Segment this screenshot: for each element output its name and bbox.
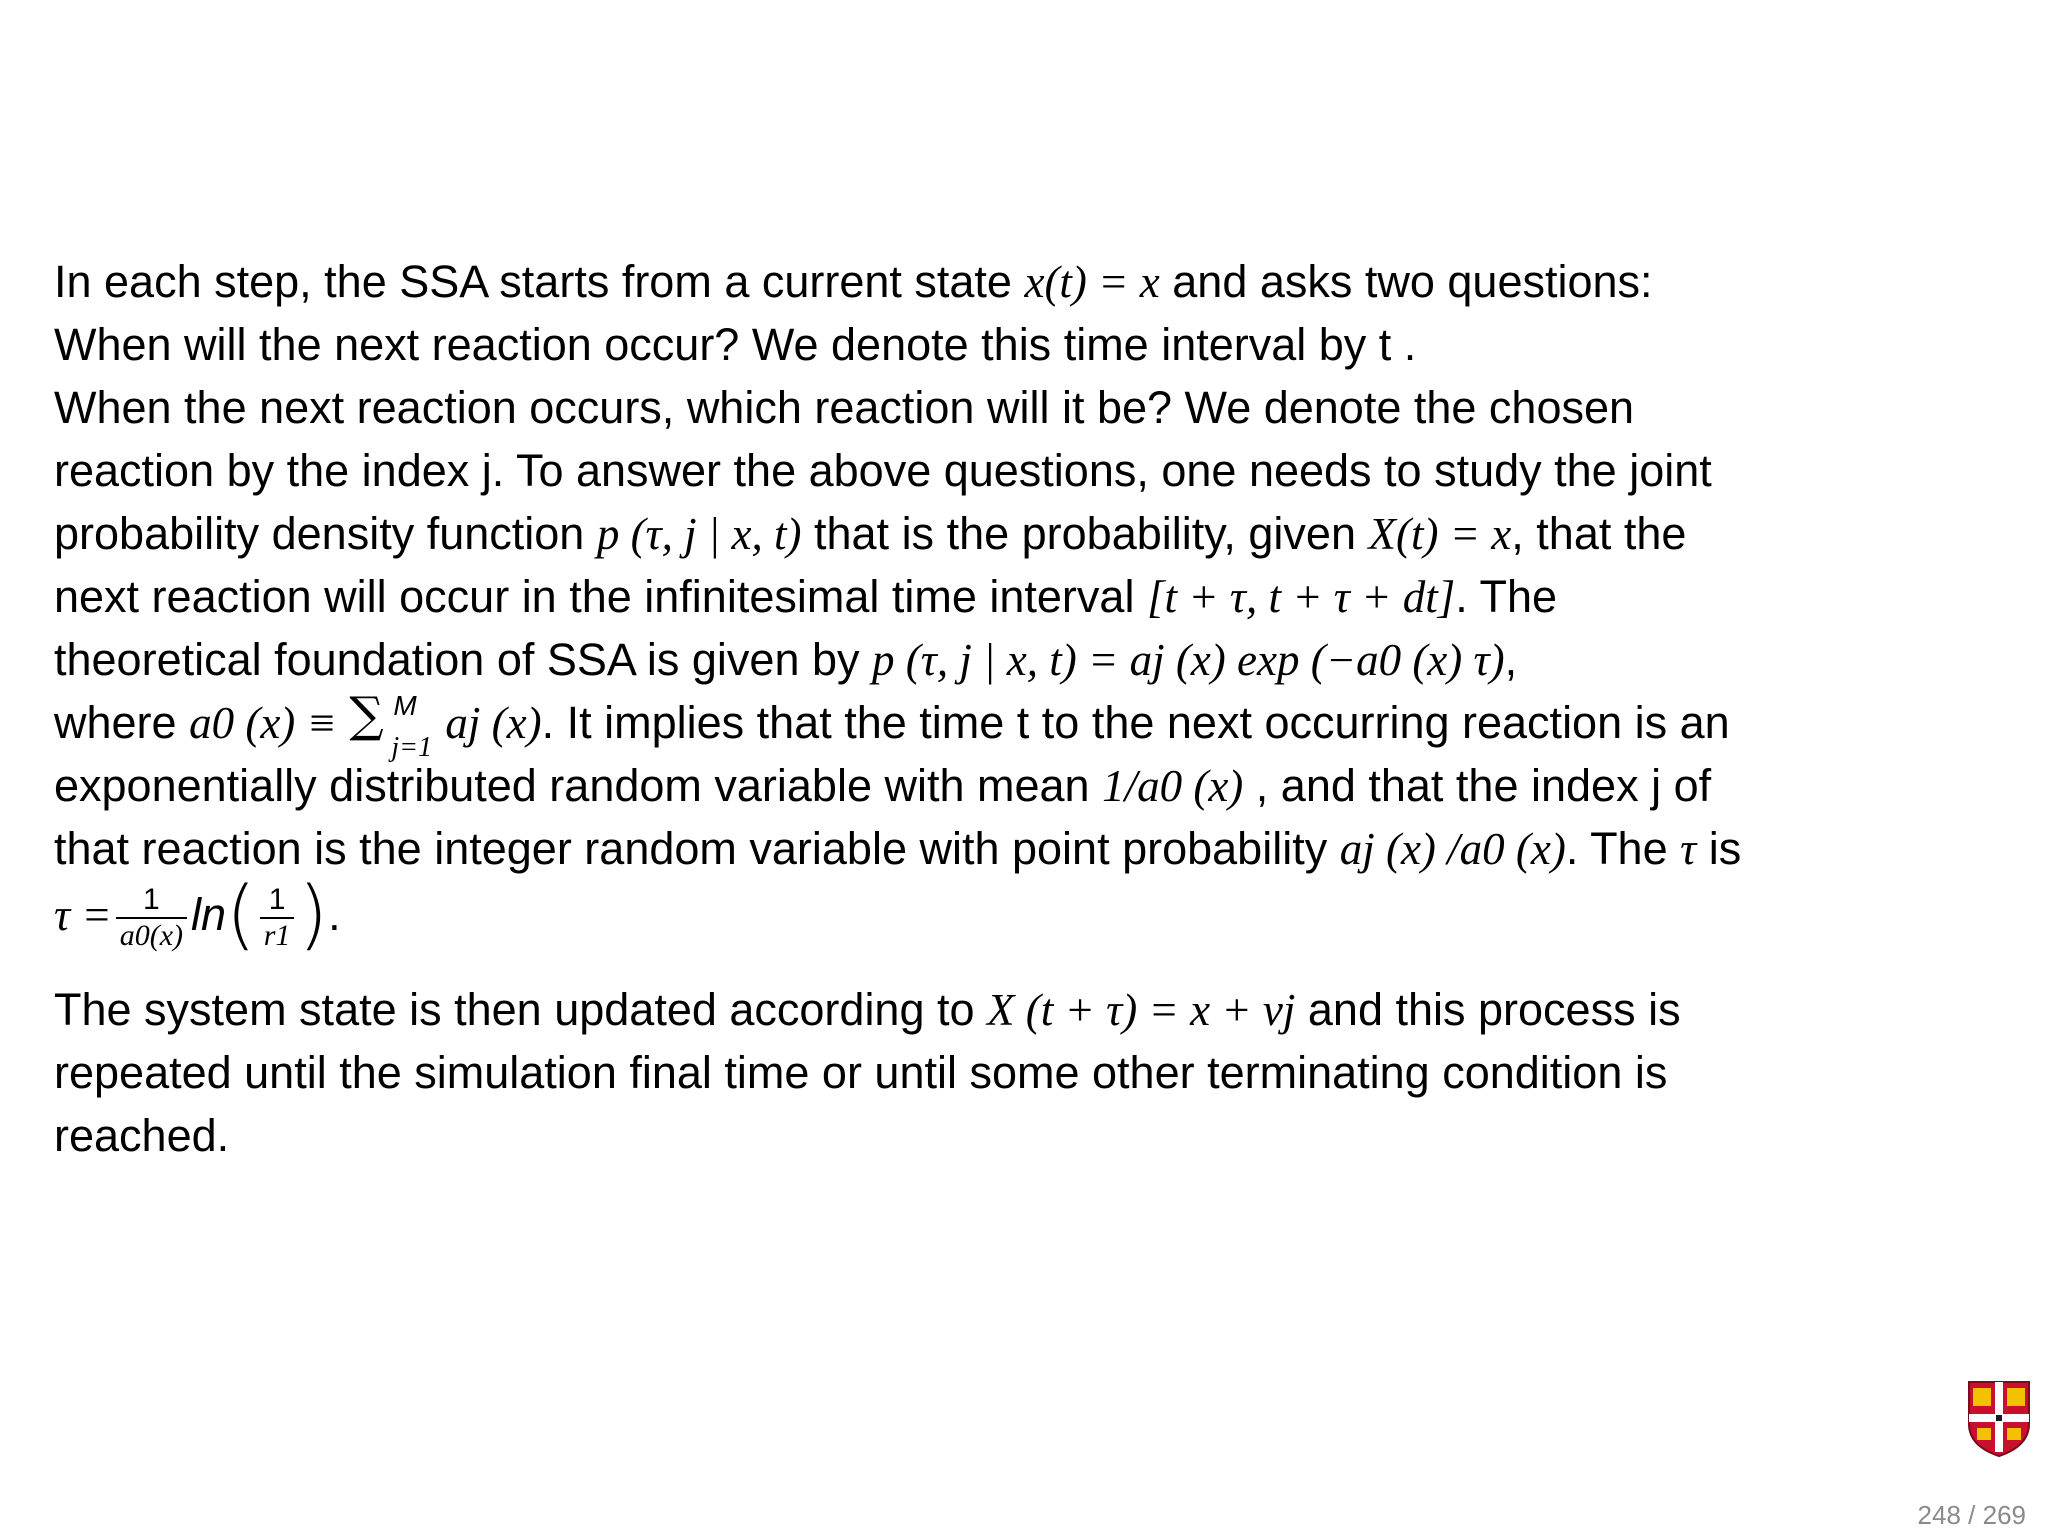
text-line-5 xyxy=(54,502,2024,565)
summation-upper: M xyxy=(393,690,417,721)
text: , xyxy=(1504,634,1518,685)
text: next reaction will occur in the infinitesimal time interval xyxy=(54,571,1147,622)
fraction-denominator: r1 xyxy=(263,919,291,953)
text-line-14: reached. xyxy=(54,1110,230,1161)
paren-left: ( xyxy=(226,869,256,958)
text-line-9 xyxy=(54,754,2024,817)
text-line-10 xyxy=(54,817,2024,880)
math-expression: a0 (x) ≡ xyxy=(189,698,337,748)
text: that reaction is the integer random variable with point probability xyxy=(54,823,1340,874)
text-line-3: When the next reaction occurs, which reaction will it be? We denote the chosen xyxy=(54,382,1635,433)
page-total: 269 xyxy=(1982,1500,2026,1530)
crest-svg xyxy=(1967,1380,2031,1458)
text: and this process is xyxy=(1295,984,1681,1035)
math-expression: x(t) = x xyxy=(1024,257,1160,307)
text: theoretical foundation of SSA is given by xyxy=(54,634,873,685)
math-expression: p (τ, j | x, t) xyxy=(596,509,802,559)
fraction-denominator: a0(x) xyxy=(119,919,184,953)
text: and asks two questions: xyxy=(1159,256,1653,307)
text: is xyxy=(1696,823,1742,874)
math-expression: τ = xyxy=(54,890,112,940)
fraction-numerator: 1 xyxy=(116,883,187,919)
math-symbol: τ xyxy=(1680,824,1697,874)
text: probability density function xyxy=(54,508,597,559)
text: . The xyxy=(1455,571,1558,622)
page-number: 248 / 269 xyxy=(1917,1500,2026,1530)
text: . The xyxy=(1565,823,1681,874)
math-expression: [t + τ, t + τ + dt] xyxy=(1146,572,1456,622)
paren-right: ) xyxy=(298,869,329,958)
fraction xyxy=(260,883,295,953)
text-line-6 xyxy=(54,565,2024,628)
math-expression: p (τ, j | x, t) = aj (x) exp (−a0 (x) τ) xyxy=(872,635,1505,685)
text-line-13: repeated until the simulation final time or until some other terminating condition is xyxy=(54,1047,1668,1098)
slide-body xyxy=(54,250,2024,1167)
page-current: 248 xyxy=(1917,1500,1961,1530)
text: that is the probability, given xyxy=(801,508,1369,559)
fraction-numerator: 1 xyxy=(260,883,295,919)
summation-sign: ∑ xyxy=(349,687,384,743)
text: The system state is then updated according to xyxy=(54,984,988,1035)
text-line-2: When will the next reaction occur? We denote this time interval by t . xyxy=(54,319,1417,370)
math-expression: X (t + τ) = x + νj xyxy=(987,985,1296,1035)
text-line-4: reaction by the index j. To answer the above questions, one needs to study the joint xyxy=(54,445,1712,496)
text-line-11 xyxy=(54,869,2024,978)
text-line-1 xyxy=(54,250,2024,313)
math-expression: X(t) = x xyxy=(1368,509,1512,559)
text: . It implies that the time t to the next occurring reaction is an xyxy=(541,697,1730,748)
text: In each step, the SSA starts from a current state xyxy=(54,256,1025,307)
text: where xyxy=(54,697,190,748)
summation xyxy=(349,687,445,763)
math-expression: aj (x) /a0 (x) xyxy=(1339,824,1566,874)
text: exponentially distributed random variable with mean xyxy=(54,760,1103,811)
math-function: ln xyxy=(191,889,227,940)
university-crest-icon xyxy=(1967,1380,2031,1458)
text: , that the xyxy=(1511,508,1687,559)
text-line-7 xyxy=(54,628,2024,691)
text: , and that the index j of xyxy=(1243,760,1712,811)
math-expression: aj (x) xyxy=(445,698,542,748)
math-expression: 1/a0 (x) xyxy=(1102,761,1244,811)
text-line-8 xyxy=(54,687,2024,763)
fraction xyxy=(116,883,187,953)
summation-lower: j=1 xyxy=(391,732,433,763)
text-line-12 xyxy=(54,978,2024,1041)
text: . xyxy=(328,889,341,940)
